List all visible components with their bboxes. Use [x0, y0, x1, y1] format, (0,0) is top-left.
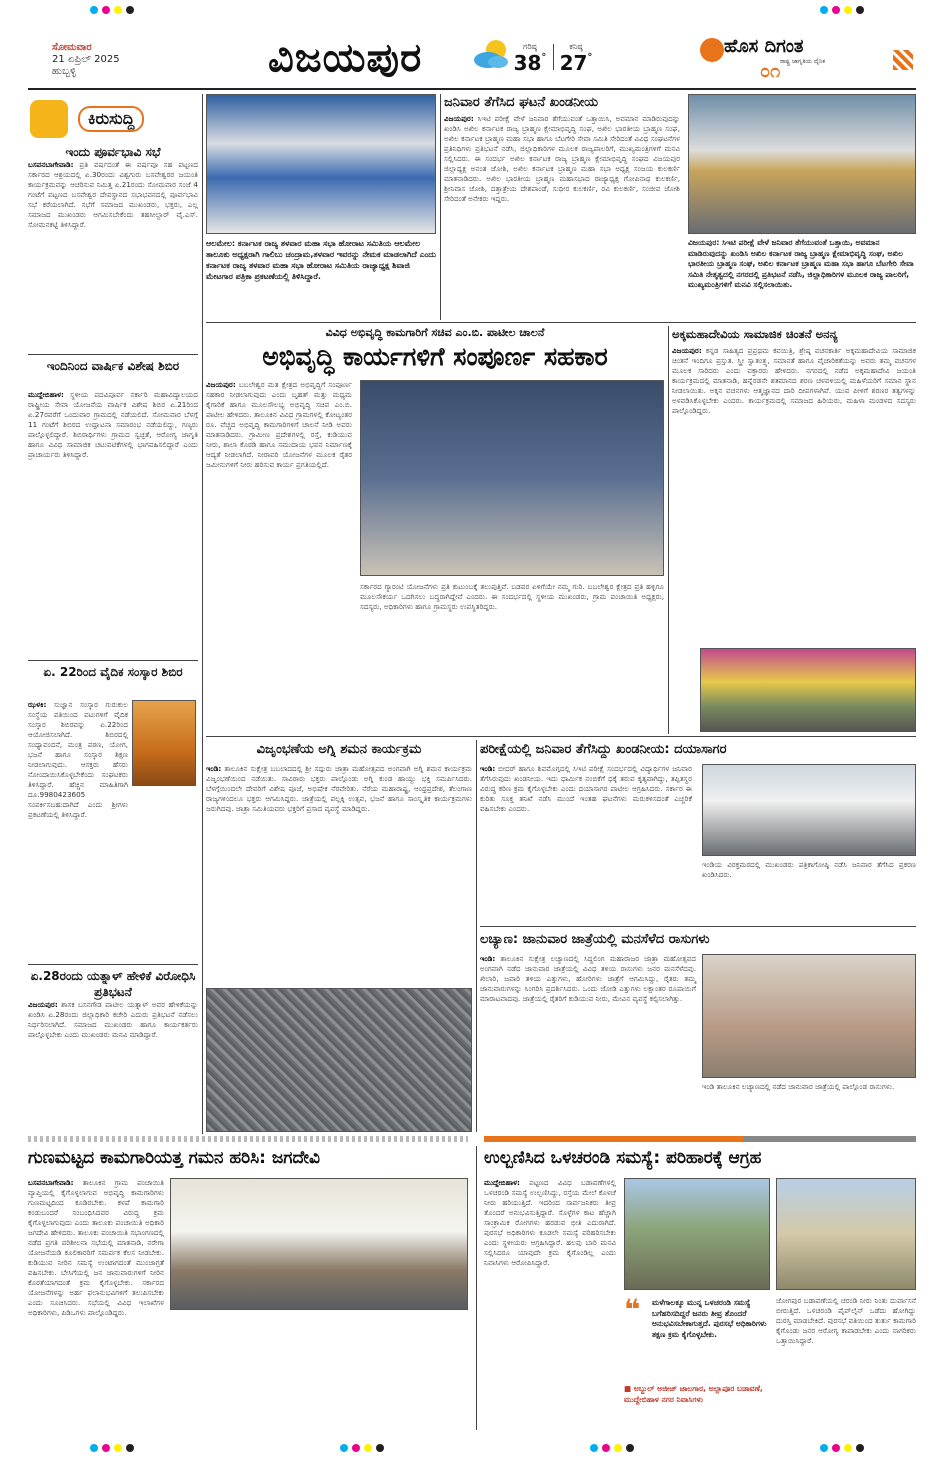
brief-3: [28, 664, 198, 964]
brief-title: ಏ.28ರಂದು ಯತ್ನಾಳ್ ಹೇಳಿಕೆ ವಿರೋಧಿಸಿ ಪ್ರತಿಭಟನೆ: [30, 969, 196, 999]
drain-photo-1: [624, 1178, 770, 1290]
story-body: ಸಿಇಟಿ ಪರೀಕ್ಷೆ ವೇಳೆ ಜನಿವಾರ ತೆಗೆಯುವಂತೆ ಒತ್ತಾಯಿಸಿ, ಅವಮಾನ ಮಾಡಿರುವುದನ್ನು ಖಂಡಿಸಿ ಅಖಿಲ ಕರ್ನಾಟಕ ರಾಜ್ಯ ಬ್ರಾಹ್ಮಣ ಕ್ಷೇಮಾಭಿವೃದ್ಧಿ ಸಂಘ, ಅಖಿಲ ಭಾರತೀಯ ಬ್ರಾಹ್ಮಣ ಸಂಘ, ಅಖಿಲ ಕರ್ನಾಟಕ ಬ್ರಾಹ್ಮಣ ಮಹಾ ಸಭಾ ಹಾಗೂ ಬೆಟಗೇರಿ ಸೇವಾ ಸಮಿತಿ ಸೇರಿದಂತೆ ವಿವಿಧ ಸಂಘಟನೆಗಳ ಪ್ರತಿನಿಧಿಗಳು ಪ್ರತಿಭಟನೆ ನಡೆಸಿ, ಜಿಲ್ಲಾಧಿಕಾರಿಗಳ ಮೂಲಕ ರಾಜ್ಯಪಾಲರಿಗೆ, ಮುಖ್ಯಮಂತ್ರಿಗಳಿಗೆ ಮನವಿ ಸಲ್ಲಿಸಿದರು. ಈ ಸಂದರ್ಭ ಅಖಿಲ ಕರ್ನಾಟಕ ರಾಜ್ಯ ಬ್ರಾಹ್ಮಣ ಕ್ಷೇಮಾಭಿವೃದ್ಧಿ ಸಂಘದ ವಿಜಯಪುರ ಜಿಲ್ಲಾಧ್ಯಕ್ಷ ಅನಂತ ಜೋಶಿ, ಅಖಿಲ ಕರ್ನಾಟಕ ಬ್ರಾಹ್ಮಣ ಮಹಾ ಸಭಾ ಅಧ್ಯಕ್ಷ ಸಂಜಯ ಕುಲಕರ್ಣಿ ಮಾತನಾಡಿದರು. ಅಖಿಲ ಭಾರತೀಯ ಬ್ರಾಹ್ಮಣ ಮಹಾಸಭಾದ ರಾಜ್ಯಾಧ್ಯಕ್ಷ ಗೋಪಿನಾಥ ಕುಲಕರ್ಣಿ, ಶ್ರೀನಿವಾಸ ಜೋಶಿ, ದತ್ತಾತ್ರೇಯ ದೇಶಪಾಂಡೆ, ಸುಧೀರ ಕುಲಕರ್ಣಿ, ರವಿ ಕುಲಕರ್ಣಿ, ಸಂಜೀವ ಜೋಶಿ ಸೇರಿದಂತೆ ಅನೇಕರು ಇದ್ದರು.: [444, 114, 680, 203]
photo-caption: ಆಲಮೇಲ: ಕರ್ನಾಟಕ ರಾಜ್ಯ ತಳವಾರ ಮಹಾ ಸಭಾ ಹೋರಾಟ ಸಮಿತಿಯ ಆಲಮೇಲ ತಾಲೂಕು ಅಧ್ಯಕ್ಷರಾಗಿ ಗಾಲಿಬು ಚಂದ್ರಾಮ,ತಳವಾರ ಇವರನ್ನು ನೇಮಕ ಮಾಡಲಾಗಿದೆ ಎಂದು ಕರ್ನಾಟಕ ರಾಜ್ಯ ತಳವಾರ ಮಹಾ ಸಭಾ ಹೋರಾಟ ಸಮಿತಿಯ ರಾಜ್ಯಾಧ್ಯಕ್ಷ ಶಿವಾಜಿ ಮೇಟಗಾರ ಪತ್ರಿಕಾ ಪ್ರಕಟಣೆಯಲ್ಲಿ ತಿಳಿಸಿದ್ದಾರೆ.: [206, 239, 436, 281]
registration-dots-bottom-2: [340, 1444, 384, 1452]
janivara-story: [444, 94, 916, 320]
registration-dots-top-right: [820, 6, 864, 14]
story-dateline: ಇಂಡಿ:: [480, 954, 496, 963]
section-rule: [480, 926, 916, 927]
photo-caption: ಇಂಡಿ ತಾಲೂಕಿನ ಲಚ್ಯಾಣದಲ್ಲಿ ನಡೆದ ಜಾನುವಾರ ಜಾತ್ರೆಯಲ್ಲಿ ಪಾಲ್ಗೊಂಡ ರಾಸುಗಳು.: [702, 1082, 895, 1091]
registration-dots-bottom-4: [820, 1444, 864, 1452]
lead-story: [206, 326, 664, 734]
min-temp-deg: °: [587, 52, 593, 63]
event-photo: [700, 648, 916, 732]
masthead-rule: [28, 88, 916, 90]
registration-dots-bottom-3: [590, 1444, 634, 1452]
cattle-photo: [702, 954, 916, 1078]
column-rule: [476, 740, 477, 1132]
story-body: ಕನ್ನಡ ಸಾಹಿತ್ಯದ ಪ್ರಪ್ರಥಮ ಕವಯಿತ್ರಿ, ಶ್ರೇಷ್ಠ ವಚನಕಾರ್ತಿ ಅಕ್ಕಮಹಾದೇವಿಯ ಸಾಮಾಜಿಕ ಚಿಂತನೆ ಇಂದಿಗೂ ಪ್ರಸ್ತುತ. ಸ್ತ್ರೀ ಸ್ವಾತಂತ್ರ್ಯ, ಸಮಾನತೆ ಹಾಗೂ ವೈಚಾರಿಕತೆಯನ್ನು ಅವರು ತಮ್ಮ ವಚನಗಳ ಮೂಲಕ ಸಾರಿದರು ಎಂದು ವಕ್ತಾರರು ಹೇಳಿದರು. ನಗರದಲ್ಲಿ ನಡೆದ ಅಕ್ಕಮಹಾದೇವಿ ಜಯಂತಿ ಕಾರ್ಯಕ್ರಮದಲ್ಲಿ ಮಾತನಾಡಿ, ಹನ್ನೆರಡನೇ ಶತಮಾನದ ಶರಣ ಚಳವಳಿಯಲ್ಲಿ ಮಹಿಳೆಯರಿಗೆ ಸಮಾನ ಸ್ಥಾನ ನೀಡಲಾಯಿತು. ಅಕ್ಕನ ವಚನಗಳು ಆತ್ಮಜ್ಞಾನದ ದಾರಿ ದೀಪಗಳಾಗಿವೆ. ಯುವ ಪೀಳಿಗೆ ಶರಣರ ತತ್ವಗಳನ್ನು ಅಳವಡಿಸಿಕೊಳ್ಳಬೇಕು ಎಂದರು. ಕಾರ್ಯಕ್ರಮದಲ್ಲಿ ಸಮಾಜದ ಹಿರಿಯರು, ಮಹಿಳಾ ಮಂಡಳದ ಸದಸ್ಯರು ಪಾಲ್ಗೊಂಡಿದ್ದರು.: [672, 346, 916, 415]
brief-dateline: ವಿಜಯಪುರ:: [28, 1000, 58, 1009]
max-temp-block: [510, 42, 550, 74]
pointing-hand-icon: [30, 100, 68, 138]
photo-caption: ಇಂಡಿಯ ವಿರಕ್ತಮಠದಲ್ಲಿ ಮುಖಂಡರು ಪತ್ರಿಕಾಗೋಷ್ಠಿ ನಡೆಸಿ ಜನಿವಾರ ತೆಗೆಸಿದ ಪ್ರಕರಣ ಖಂಡಿಸಿದರು.: [702, 860, 916, 879]
story-dateline: ವಿಜಯಪುರ:: [444, 114, 474, 123]
quote-author: ■ ಅಬ್ದುಲ್ ಅಜೀಜ್ ಜಾಲಗಾರ, ಅಲ್ಲಾಪೂರ ಬಡಾವಣೆ, ಮುದ್ದೇಬಿಹಾಳ ನಗರ ನಿವಾಸಿಗಳು: [624, 1384, 763, 1404]
story-title: ಅಕ್ಕಮಹಾದೇವಿಯ ಸಾಮಾಜಿಕ ಚಿಂತನೆ ಅನನ್ಯ: [672, 327, 838, 341]
paper-logo-emblem-icon: [700, 38, 724, 62]
brief-dateline: ಬಸವನಬಾಗೇವಾಡಿ:: [28, 160, 74, 169]
paper-logo: [700, 36, 880, 68]
max-temp-value: 38: [513, 51, 542, 75]
max-temp-label: ಗರಿಷ್ಠ: [523, 42, 537, 51]
story-body: ತಾಲೂಕಿನ ಗ್ರಾಮ ಪಂಚಾಯಿತಿ ವ್ಯಾಪ್ತಿಯಲ್ಲಿ ಕೈಗೊಳ್ಳಲಾಗುವ ಅಭಿವೃದ್ಧಿ ಕಾಮಗಾರಿಗಳು ಗುಣಮಟ್ಟದಿಂದ ಕೂಡಿರಬೇಕು. ಕಳಪೆ ಕಾಮಗಾರಿ ಕಂಡುಬಂದರೆ ಸಂಬಂಧಿಸಿದವರ ವಿರುದ್ಧ ಕ್ರಮ ಕೈಗೊಳ್ಳಲಾಗುವುದು ಎಂದು ತಾಲೂಕು ಪಂಚಾಯಿತಿ ಅಧಿಕಾರಿ ಜಗದೇವಿ ಹೇಳಿದರು. ತಾಲೂಕು ಪಂಚಾಯಿತಿ ಸಭಾಂಗಣದಲ್ಲಿ ನಡೆದ ಪ್ರಗತಿ ಪರಿಶೀಲನಾ ಸಭೆಯಲ್ಲಿ ಮಾತನಾಡಿ, ನರೇಗಾ ಯೋಜನೆಯಡಿ ಕೂಲಿಕಾರರಿಗೆ ಸಮರ್ಪಕ ಕೆಲಸ ನೀಡಬೇಕು. ಕುಡಿಯುವ ನೀರಿನ ಸಮಸ್ಯೆ ಉಂಟಾಗದಂತೆ ಮುಂಜಾಗ್ರತೆ ವಹಿಸಬೇಕು. ಬೇಸಿಗೆಯಲ್ಲಿ ಜನ ಜಾನುವಾರುಗಳಿಗೆ ನೀರಿನ ಕೊರತೆಯಾಗದಂತೆ ಕ್ರಮ ಕೈಗೊಳ್ಳಬೇಕು. ಸರ್ಕಾರದ ಯೋಜನೆಗಳನ್ನು ಅರ್ಹ ಫಲಾನುಭವಿಗಳಿಗೆ ತಲುಪಿಸಬೇಕು ಎಂದು ಸೂಚಿಸಿದರು. ಸಭೆಯಲ್ಲಿ ವಿವಿಧ ಇಲಾಖೆಗಳ ಅಧಿಕಾರಿಗಳು, ಪಿಡಿಒಗಳು ಪಾಲ್ಗೊಂಡಿದ್ದರು.: [28, 1178, 164, 1317]
masthead-city: ವಿಜಯಪುರ: [268, 35, 423, 81]
orange-corner-stripe: [893, 50, 913, 70]
crowd-photo: [206, 988, 472, 1132]
bottom-band-right: [484, 1136, 916, 1142]
brief-divider: [28, 964, 198, 965]
lead-title: ಅಭಿವೃದ್ಧಿ ಕಾರ್ಯಗಳಿಗೆ ಸಂಪೂರ್ಣ ಸಹಕಾರ: [262, 342, 608, 371]
lead-body-1: ಬಬಲೇಶ್ವರ ಮತ ಕ್ಷೇತ್ರದ ಅಭಿವೃದ್ಧಿಗೆ ಸಂಪೂರ್ಣ ಸಹಕಾರ ನೀಡಲಾಗುವುದು ಎಂದು ಬೃಹತ್ ಮತ್ತು ಮಧ್ಯಮ ಕೈಗಾರಿಕೆ ಹಾಗೂ ಮೂಲಸೌಲಭ್ಯ ಅಭಿವೃದ್ಧಿ ಸಚಿವ ಎಂ.ಬಿ. ಪಾಟೀಲ ಹೇಳಿದರು. ತಾಲೂಕಿನ ವಿವಿಧ ಗ್ರಾಮಗಳಲ್ಲಿ ಕೋಟ್ಯಂತರ ರೂ. ವೆಚ್ಚದ ಅಭಿವೃದ್ಧಿ ಕಾಮಗಾರಿಗಳಿಗೆ ಚಾಲನೆ ನೀಡಿ ಅವರು ಮಾತನಾಡಿದರು. ಗ್ರಾಮೀಣ ಪ್ರದೇಶಗಳಲ್ಲಿ ರಸ್ತೆ, ಕುಡಿಯುವ ನೀರು, ಶಾಲಾ ಕೊಠಡಿ ಹಾಗೂ ಸಮುದಾಯ ಭವನ ನಿರ್ಮಾಣಕ್ಕೆ ಆದ್ಯತೆ ನೀಡಲಾಗಿದೆ. ನೀರಾವರಿ ಯೋಜನೆಗಳ ಮೂಲಕ ರೈತರ ಜಮೀನುಗಳಿಗೆ ನೀರು ಹರಿಸುವ ಕಾರ್ಯ ಪ್ರಗತಿಯಲ್ಲಿದೆ.: [206, 380, 352, 469]
kirusuddi-label: ಕಿರುಸುದ್ದಿ: [78, 106, 144, 132]
photo-caption: ವಿಜಯಪುರ: ಸಿಇಟಿ ಪರೀಕ್ಷೆ ವೇಳೆ ಜನಿವಾರ ತೆಗೆಯುವಂತೆ ಒತ್ತಾಯಿ, ಅವಮಾನ ಮಾಡಿರುವುದನ್ನು ಖಂಡಿಸಿ ಅಖಿಲ ಕರ್ನಾಟಕ ರಾಜ್ಯ ಬ್ರಾಹ್ಮಣ ಕ್ಷೇಮಾಭಿವೃದ್ಧಿ ಸಂಘ, ಅಖಿಲ ಭಾರತೀಯ ಬ್ರಾಹ್ಮಣ ಸಂಘ, ಅಖಿಲ ಕರ್ನಾಟಕ ಬ್ರಾಹ್ಮಣ ಮಹಾ ಸಭಾ ಹಾಗೂ ಬೆಟಗೇರಿ ಸೇವಾ ಸಮಿತಿ ನೇತೃತ್ವದಲ್ಲಿ ನಗರದಲ್ಲಿ ಪ್ರತಿಭಟನೆ ನಡೆಸಿ, ಜಿಲ್ಲಾಧಿಕಾರಿಗಳ ಮೂಲಕ ರಾಜ್ಯ ಪಾಲರಿಗೆ, ಮುಖ್ಯಮಂತ್ರಿಗಳಿಗೆ ಮನವಿ ಸಲ್ಲಿಸಲಾಯಿತು.: [688, 238, 914, 289]
masthead: [0, 0, 945, 88]
story-dateline: ಮುದ್ದೇಬಿಹಾಳ:: [484, 1178, 520, 1187]
masthead-date: 21 ಏಪ್ರಿಲ್ 2025: [52, 54, 120, 65]
brief-body: ಸ್ಥಳೀಯ ಪದವಿಪೂರ್ವ ಸರ್ಕಾರಿ ಮಹಾವಿದ್ಯಾಲಯದ ರಾಷ್ಟ್ರೀಯ ಸೇವಾ ಯೋಜನೆಯ ವಾರ್ಷಿಕ ವಿಶೇಷ ಶಿಬಿರ ಏ.21ರಿಂದ ಏ.27ರವರೆಗೆ ಒಂದುವಾರ ಗ್ರಾಮದಲ್ಲಿ ನಡೆಯಲಿದೆ. ಸೋಮವಾರ ಬೆಳಗ್ಗೆ 11 ಗಂಟೆಗೆ ಶಿಬಿರದ ಉದ್ಘಾಟನಾ ಸಮಾರಂಭ ನಡೆಯಲಿದ್ದು, ಗಣ್ಯರು ಪಾಲ್ಗೊಳ್ಳಲಿದ್ದಾರೆ. ಶಿಬಿರಾರ್ಥಿಗಳು ಗ್ರಾಮದ ಸ್ವಚ್ಛತೆ, ಆರೋಗ್ಯ ಜಾಗೃತಿ ಹಾಗೂ ವಿವಿಧ ಸಾಮಾಜಿಕ ಚಟುವಟಿಕೆಗಳಲ್ಲಿ ಭಾಗವಹಿಸಲಿದ್ದಾರೆ ಎಂದು ಪ್ರಾಚಾರ್ಯರು ತಿಳಿಸಿದ್ದಾರೆ.: [28, 390, 198, 459]
paper-name: ಹೊಸ ದಿಗಂತ: [724, 36, 804, 57]
column-rule-left: [202, 94, 203, 1134]
story-body: ಬೀದರ್ ಹಾಗೂ ಶಿವಮೊಗ್ಗದಲ್ಲಿ ಸಿಇಟಿ ಪರೀಕ್ಷೆ ಸಂದರ್ಭದಲ್ಲಿ ವಿದ್ಯಾರ್ಥಿಗಳ ಜನಿವಾರ ತೆಗೆಸಿರುವುದು ಖಂಡನೀಯ. ಇದು ಧಾರ್ಮಿಕ ನಂಬಿಕೆಗೆ ಧಕ್ಕೆ ತರುವ ಕೃತ್ಯವಾಗಿದ್ದು, ತಪ್ಪಿತಸ್ಥರ ವಿರುದ್ಧ ಕಠಿಣ ಕ್ರಮ ಕೈಗೊಳ್ಳಬೇಕು ಎಂದು ದಯಾಸಾಗರ ಪಾಟೀಲ ಆಗ್ರಹಿಸಿದರು. ಸರ್ಕಾರ ಈ ಕುರಿತು ಸೂಕ್ತ ತನಿಖೆ ನಡೆಸಿ ಮುಂದೆ ಇಂತಹ ಘಟನೆಗಳು ಮರುಕಳಿಸದಂತೆ ಎಚ್ಚರಿಕೆ ವಹಿಸಬೇಕು ಎಂದರು.: [480, 764, 692, 813]
protest-photo: [688, 94, 916, 234]
kirusuddi-column: [28, 94, 198, 1134]
akkamahadevi-story: [672, 326, 916, 734]
story-title: ಗುಣಮಟ್ಟದ ಕಾಮಗಾರಿಯತ್ತ ಗಮನ ಹರಿಸಿ: ಜಗದೇವಿ: [28, 1148, 320, 1168]
story-title: ವಿಜೃಂಭಣೆಯ ಅಗ್ನಿ ಶಮನ ಕಾರ್ಯಕ್ರಮ: [256, 742, 422, 757]
section-rule: [206, 322, 916, 323]
story-title: ಉಲ್ಬಣಿಸಿದ ಒಳಚರಂಡಿ ಸಮಸ್ಯೆ: ಪರಿಹಾರಕ್ಕೆ ಆಗ್ರಹ: [484, 1148, 762, 1168]
brief-dateline: ಮುದ್ದೇಬಿಹಾಳ:: [28, 390, 64, 399]
story-title: ಲಚ್ಯಾಣ: ಜಾನುವಾರ ಜಾತ್ರೆಯಲ್ಲಿ ಮನಸೆಳೆದ ರಾಸುಗಳು: [480, 932, 710, 947]
lachyana-story: [480, 930, 916, 1132]
quote-mark-icon: ❝: [624, 1293, 641, 1326]
registration-dots-bottom-1: [90, 1444, 134, 1452]
lead-kicker: ವಿವಿಧ ಅಭಿವೃದ್ಧಿ ಕಾಮಗಾರಿಗೆ ಸಚಿವ ಎಂ.ಬಿ. ಪಾಟೀಲ ಚಾಲನೆ: [325, 326, 545, 339]
story-title: ಪರೀಕ್ಷೆಯಲ್ಲಿ ಜನಿವಾರ ತೆಗೆಸಿದ್ದು ಖಂಡನೀಯ: ದಯಾಸಾಗರ: [480, 742, 727, 757]
story-dateline: ಇಂಡಿ:: [206, 764, 222, 773]
bottom-band-left: [28, 1136, 468, 1142]
date-block: [52, 42, 152, 78]
story-body: ಪಟ್ಟಣದ ವಿವಿಧ ಬಡಾವಣೆಗಳಲ್ಲಿ ಒಳಚರಂಡಿ ಸಮಸ್ಯೆ ಉಲ್ಬಣಿಸಿದ್ದು, ರಸ್ತೆಯ ಮೇಲೆ ಕೊಳಚೆ ನೀರು ಹರಿಯುತ್ತಿದೆ. ಇದರಿಂದ ಸಾರ್ವಜನಿಕರು ತೀವ್ರ ತೊಂದರೆ ಅನುಭವಿಸುತ್ತಿದ್ದಾರೆ. ಸೊಳ್ಳೆಗಳ ಕಾಟ ಹೆಚ್ಚಾಗಿ ಸಾಂಕ್ರಾಮಿಕ ರೋಗಗಳು ಹರಡುವ ಭೀತಿ ಎದುರಾಗಿದೆ. ಪುರಸಭೆ ಅಧಿಕಾರಿಗಳು ಕೂಡಲೇ ಸಮಸ್ಯೆ ಪರಿಹರಿಸಬೇಕು ಎಂದು ಸ್ಥಳೀಯರು ಆಗ್ರಹಿಸಿದ್ದಾರೆ. ಹಲವು ಬಾರಿ ಮನವಿ ಸಲ್ಲಿಸಿದರೂ ಯಾವುದೇ ಕ್ರಮ ಕೈಗೊಂಡಿಲ್ಲ ಎಂದು ನಿವಾಸಿಗಳು ಆರೋಪಿಸಿದ್ದಾರೆ.: [484, 1178, 616, 1267]
press-meet-photo: [702, 764, 916, 856]
brief-body: ಸುಜ್ಞಾನ ಸಂಸ್ಕಾರ ಗುರುಕುಲ ಸಂಸ್ಥೆಯ ವತಿಯಿಂದ ವಟುಗಳಿಗೆ ವೈದಿಕ ಸಂಸ್ಕಾರ ಶಿಬಿರವನ್ನು ಏ.22ರಿಂದ ಆಯೋಜಿಸಲಾಗಿದೆ. ಶಿಬಿರದಲ್ಲಿ ಸಂಧ್ಯಾವಂದನೆ, ಮಂತ್ರ ಪಠಣ, ಯೋಗ, ಭಜನೆ ಹಾಗೂ ಸಂಸ್ಕಾರ ಶಿಕ್ಷಣ ನೀಡಲಾಗುವುದು. ಆಸಕ್ತರು ಹೆಸರು ನೋಂದಾಯಿಸಿಕೊಳ್ಳಬೇಕೆಂದು ಸಂಘಟಕರು ತಿಳಿಸಿದ್ದಾರೆ. ಹೆಚ್ಚಿನ ಮಾಹಿತಿಗಾಗಿ ದೂ.9980423605 ಸಂಪರ್ಕಿಸಬಹುದಾಗಿದೆ ಎಂದು ಶ್ರೀಗಳು ಪ್ರಕಟಣೆಯಲ್ಲಿ ತಿಳಿಸಿದ್ದಾರೆ.: [28, 700, 128, 819]
brief-divider: [28, 660, 198, 661]
weather-icon: [468, 38, 514, 70]
gunamatta-story: [28, 1146, 468, 1430]
lead-body-2: ಸರ್ಕಾರದ ಗ್ಯಾರಂಟಿ ಯೋಜನೆಗಳು ಪ್ರತಿ ಕುಟುಂಬಕ್ಕೆ ತಲುಪುತ್ತಿವೆ. ಬಡವರ ಏಳಿಗೆಯೇ ನಮ್ಮ ಗುರಿ. ಬಬಲೇಶ್ವರ ಕ್ಷೇತ್ರದ ಪ್ರತಿ ಹಳ್ಳಿಗೂ ಮೂಲಸೌಕರ್ಯ ಒದಗಿಸಲು ಬದ್ಧರಾಗಿದ್ದೇವೆ ಎಂದರು. ಈ ಸಂದರ್ಭದಲ್ಲಿ ಸ್ಥಳೀಯ ಮುಖಂಡರು, ಗ್ರಾಮ ಪಂಚಾಯಿತಿ ಅಧ್ಯಕ್ಷರು, ಸದಸ್ಯರು, ಅಧಿಕಾರಿಗಳು ಹಾಗೂ ಗ್ರಾಮಸ್ಥರು ಉಪಸ್ಥಿತರಿದ್ದರು.: [360, 582, 664, 611]
registration-dots-top: [90, 6, 134, 14]
drainage-story: [484, 1146, 916, 1430]
brief-2: [28, 358, 198, 658]
story-dateline: ವಿಜಯಪುರ:: [672, 346, 702, 355]
story-body-2: ಜೋಗಪುರ ಬಡಾವಣೆಯಲ್ಲಿ ಚರಂಡಿ ನೀರು ನಿಂತು ದುರ್ವಾಸನೆ ಬೀರುತ್ತಿದೆ. ಒಳಚರಂಡಿ ಪೈಪ್‌ಲೈನ್ ಒಡೆದು ಹೋಗಿದ್ದು ದುರಸ್ತಿ ಮಾಡಬೇಕಿದೆ. ಪುರಸಭೆ ವತಿಯಿಂದ ತುರ್ತು ಕಾಮಗಾರಿ ಕೈಗೊಂಡು ಜನರ ಆರೋಗ್ಯ ಕಾಪಾಡಬೇಕು ಎಂದು ನಾಗರಿಕರು ಒತ್ತಾಯಿಸಿದ್ದಾರೆ.: [776, 1296, 916, 1345]
story-body: ತಾಲೂಕಿನ ಸುಕ್ಷೇತ್ರ ಬಬಲಾದದಲ್ಲಿ ಶ್ರೀ ಸದ್ಗುರು ಜಾತ್ರಾ ಮಹೋತ್ಸವದ ಅಂಗವಾಗಿ ಅಗ್ನಿ ಶಮನ ಕಾರ್ಯಕ್ರಮ ವಿಜೃಂಭಣೆಯಿಂದ ನಡೆಯಿತು. ಸಾವಿರಾರು ಭಕ್ತರು ಪಾಲ್ಗೊಂಡು ಅಗ್ನಿ ಕುಂಡ ಹಾಯ್ದು ಭಕ್ತಿ ಸಮರ್ಪಿಸಿದರು. ಬೆಳಗ್ಗೆಯಿಂದಲೇ ದೇವರಿಗೆ ವಿಶೇಷ ಪೂಜೆ, ಅಭಿಷೇಕ ನೆರವೇರಿತು. ನೆರೆಯ ಮಹಾರಾಷ್ಟ್ರ, ಆಂಧ್ರಪ್ರದೇಶ, ತೆಲಂಗಾಣ ರಾಜ್ಯಗಳಿಂದಲೂ ಭಕ್ತರು ಆಗಮಿಸಿದ್ದರು. ಜಾತ್ರೆಯಲ್ಲಿ ಪಲ್ಲಕ್ಕಿ ಉತ್ಸವ, ಭಜನೆ ಹಾಗೂ ಸಾಂಸ್ಕೃತಿಕ ಕಾರ್ಯಕ್ರಮಗಳು ಜರುಗಿದವು. ಜಾತ್ರಾ ಸಮಿತಿಯವರು ಭಕ್ತರಿಗೆ ಪ್ರಸಾದ ವ್ಯವಸ್ಥೆ ಮಾಡಿದ್ದರು.: [206, 764, 472, 813]
lead-stage-photo: [360, 380, 664, 576]
brief-1: [28, 144, 198, 354]
dayasagara-story: [480, 740, 916, 924]
lead-dateline: ವಿಜಯಪುರ:: [206, 380, 236, 389]
min-temp-block: [556, 42, 596, 74]
brief-4: [28, 968, 198, 1132]
story-dateline: ಇಂಡಿ:: [480, 764, 496, 773]
brief-title: ಇಂದಿನಿಂದ ವಾರ್ಷಿಕ ವಿಶೇಷ ಶಿಬಿರ: [46, 359, 180, 373]
max-temp-deg: °: [541, 52, 547, 63]
masthead-edition: ಹುಬ್ಬಳ್ಳಿ: [52, 66, 77, 77]
min-temp-label: ಕನಿಷ್ಠ: [569, 42, 583, 51]
story-body: ತಾಲೂಕಿನ ಸುಕ್ಷೇತ್ರ ಲಚ್ಯಾಣದಲ್ಲಿ ಸಿದ್ಧಲಿಂಗ ಮಹಾರಾಜರ ಜಾತ್ರಾ ಮಹೋತ್ಸವದ ಅಂಗವಾಗಿ ನಡೆದ ಜಾನುವಾರ ಜಾತ್ರೆಯಲ್ಲಿ ವಿವಿಧ ತಳಿಯ ರಾಸುಗಳು ಜನರ ಮನಸೆಳೆದವು. ಖಿಲಾರಿ, ಜವಾರಿ ತಳಿಯ ಎತ್ತುಗಳು, ಹೋರಿಗಳು ಜಾತ್ರೆಗೆ ಆಗಮಿಸಿದ್ದು, ರೈತರು ತಮ್ಮ ಜಾನುವಾರುಗಳನ್ನು ಸಿಂಗರಿಸಿ ಪ್ರದರ್ಶಿಸಿದರು. ಒಂದು ಜೋಡಿ ಎತ್ತುಗಳು ಲಕ್ಷಾಂತರ ರೂಪಾಯಿಗೆ ಮಾರಾಟವಾದವು. ಜಾತ್ರೆಯಲ್ಲಿ ರೈತರಿಗೆ ಕುಡಿಯುವ ನೀರು, ಮೇವಿನ ವ್ಯವಸ್ಥೆ ಕಲ್ಪಿಸಲಾಗಿತ್ತು.: [480, 954, 696, 1003]
top-photo-story: [206, 94, 436, 320]
vijrumbhane-story: [206, 740, 472, 1132]
column-rule: [476, 1146, 477, 1430]
story-dateline: ಬಸವನಬಾಗೇವಾಡಿ:: [28, 1178, 74, 1187]
drain-photo-2: [776, 1178, 916, 1290]
quote-text: ಮಳೆಗಾಲಕ್ಕೂ ಮುನ್ನ ಒಳಚರಂಡಿ ಸಮಸ್ಯೆ ಬಗೆಹರಿಸದಿದ್ದರೆ ಜನರು ತೀವ್ರ ತೊಂದರೆ ಅನುಭವಿಸಬೇಕಾಗುತ್ತದೆ. ಪುರಸಭೆ ಅಧಿಕಾರಿಗಳು ತಕ್ಷಣ ಕ್ರಮ ಕೈಗೊಳ್ಳಬೇಕು.: [652, 1298, 767, 1339]
paper-tagline: ರಾಷ್ಟ್ರ ಜಾಗೃತಿಯ ದೈನಿಕ: [780, 58, 826, 65]
masthead-day: ಸೋಮವಾರ: [52, 42, 92, 53]
min-temp-value: 27: [559, 51, 588, 75]
column-rule: [668, 326, 669, 734]
section-rule: [206, 736, 916, 737]
kirusuddi-badge: [28, 98, 198, 140]
brief-dateline: ಝಳಕಿ:: [28, 700, 47, 709]
brief-body: ಪ್ರತಿ ವರ್ಷದಂತೆ ಈ ವರ್ಷವೂ ಸಹ ಪಟ್ಟಣದ ಸರ್ಕಾರದ ಆಶ್ರಯದಲ್ಲಿ ಏ.30ರಂದು ವಿಶ್ವಗುರು ಬಸವೇಶ್ವರರ ಜಯಂತಿ ಕಾರ್ಯಕ್ರಮವನ್ನು ಆಚರಿಸುವ ನಿಮಿತ್ತ ಏ.21ರಂದು ಸೋಮವಾರ ಸಂಜೆ 4 ಗಂಟೆಗೆ ಪಟ್ಟಣದ ಬಸವೇಶ್ವರ ದೇವಸ್ಥಾನದ ಸಭಾಭವನದಲ್ಲಿ ಪೂರ್ವಭಾವಿ ಸಭೆ ಕರೆಯಲಾಗಿದೆ. ಸಭೆಗೆ ಸಮಾಜದ ಮುಖಂಡರು, ಭಕ್ತರು, ಎಲ್ಲ ಸಮಾಜದ ಮುಖಂಡರು ಆಗಮಿಸಬೇಕೆಂದು ತಹಸೀಲ್ದಾರ್ ವೈ.ಎಸ್. ಸೋಮನಕಟ್ಟಿ ತಿಳಿಸಿದ್ದಾರೆ.: [28, 160, 198, 229]
page-number: ೦೧: [760, 61, 781, 82]
swamiji-photo: [132, 700, 196, 786]
brief-title: ಇಂದು ಪೂರ್ವಭಾವಿ ಸಭೆ: [65, 145, 161, 159]
meeting-photo: [170, 1178, 468, 1310]
brief-divider: [28, 354, 198, 355]
column-rule: [440, 94, 441, 320]
quote-box: [624, 1293, 770, 1430]
story-title: ಜನಿವಾರ ತೆಗೆಸಿದ ಘಟನೆ ಖಂಡನೀಯ: [444, 95, 599, 110]
group-photo: [206, 94, 436, 234]
brief-title: ಏ. 22ರಿಂದ ವೈದಿಕ ಸಂಸ್ಕಾರ ಶಿಬಿರ: [43, 665, 183, 679]
brief-body: ಶಾಸಕ ಬಸನಗೌಡ ಪಾಟೀಲ ಯತ್ನಾಳ್ ಅವರ ಹೇಳಿಕೆಯನ್ನು ಖಂಡಿಸಿ ಏ.28ರಂದು ಜಿಲ್ಲಾಧಿಕಾರಿ ಕಚೇರಿ ಎದುರು ಪ್ರತಿಭಟನೆ ನಡೆಸಲು ನಿರ್ಧರಿಸಲಾಗಿದೆ. ಸಮಾಜದ ಮುಖಂಡರು ಹಾಗೂ ಕಾರ್ಯಕರ್ತರು ಪಾಲ್ಗೊಳ್ಳಬೇಕು ಎಂದು ಮುಖಂಡರು ಮನವಿ ಮಾಡಿದ್ದಾರೆ.: [28, 1000, 198, 1039]
temp-divider: [553, 44, 554, 70]
